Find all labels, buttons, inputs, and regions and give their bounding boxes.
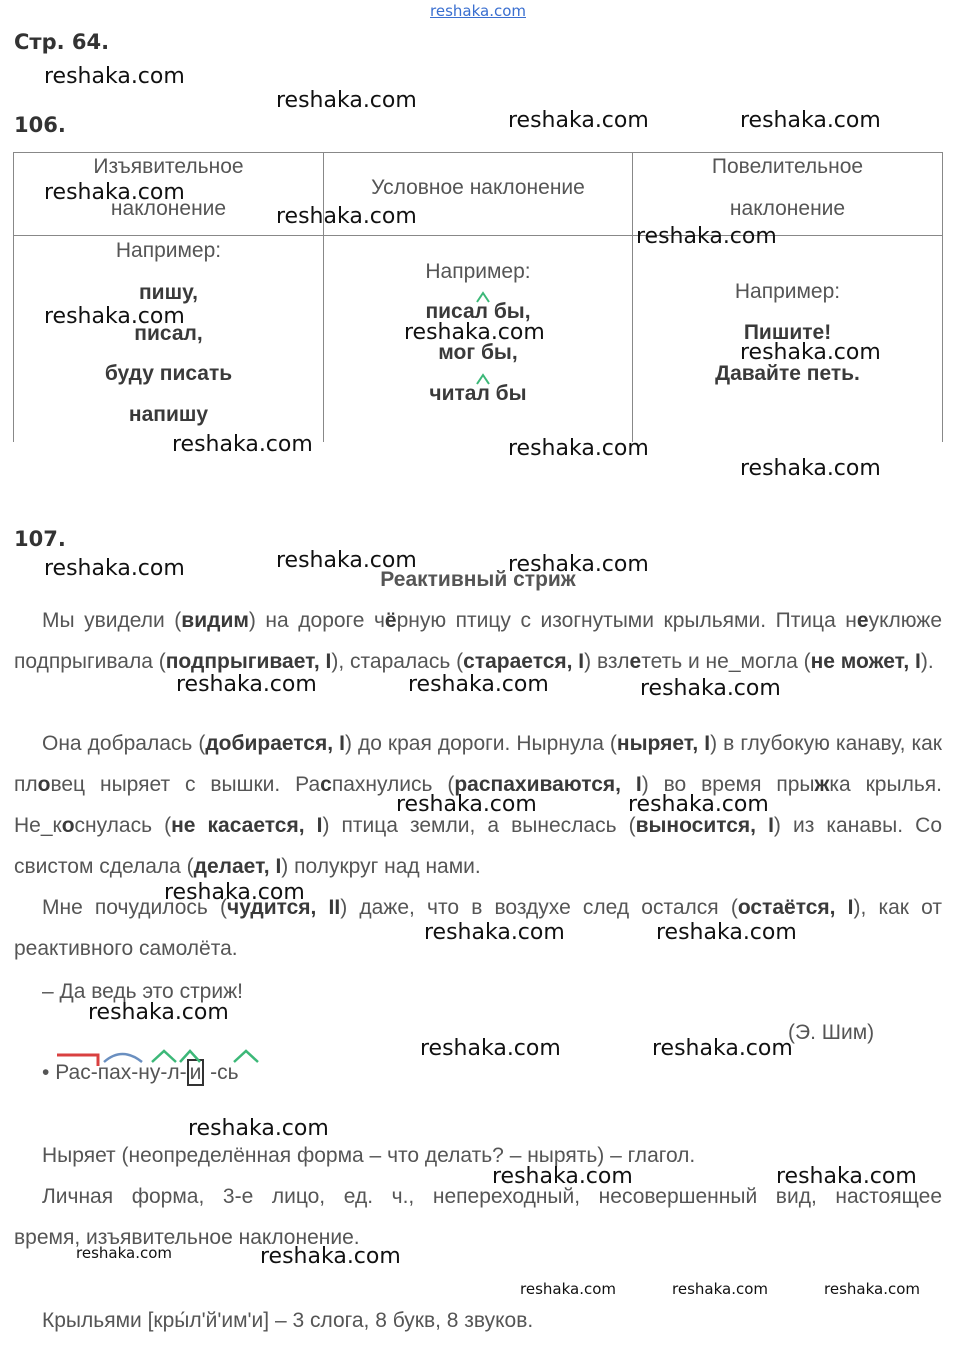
watermark: reshaka.com <box>776 1164 917 1189</box>
text-run: ), как от реактивного самолёта. <box>14 896 942 960</box>
watermark: reshaka.com <box>396 792 537 817</box>
highlighted-text: не касается, I <box>171 814 323 837</box>
watermark: reshaka.com <box>424 920 565 945</box>
watermark: reshaka.com <box>740 456 881 481</box>
analysis-line-1: Ныряет (неопределённая форма – что делать? – нырять) – глагол. <box>42 1144 696 1167</box>
watermark: reshaka.com <box>44 304 185 329</box>
highlighted-text: с <box>320 773 332 796</box>
highlighted-text: о <box>37 773 51 796</box>
text-run: снулась ( <box>74 814 172 837</box>
watermark: reshaka.com <box>404 320 545 345</box>
text-run: ) птица земли, а вынеслась ( <box>322 814 636 837</box>
highlighted-text: ж <box>814 773 830 796</box>
watermark: reshaka.com <box>88 1000 229 1025</box>
watermark: reshaka.com <box>824 1280 920 1298</box>
exercise-number-106: 106. <box>14 113 66 137</box>
col2-example-3: читал бы <box>429 382 527 405</box>
col3-example-label: Например: <box>734 280 841 303</box>
morph-postfix: -сь <box>204 1061 239 1084</box>
col1-example-1: пишу, <box>138 281 199 304</box>
highlighted-text: остаётся, I <box>737 896 854 919</box>
paragraph-1 <box>14 600 942 682</box>
col1-header-line2: наклонение <box>110 197 227 220</box>
watermark: reshaka.com <box>652 1036 793 1061</box>
morph-ending: и <box>187 1059 205 1086</box>
highlighted-text: ныряет, I <box>616 732 711 755</box>
analysis-line-2: Личная форма, 3-е лицо, ед. ч., непереходный, несовершенный вид, настоящее <box>42 1185 942 1208</box>
stress-mark-icon <box>476 290 490 304</box>
text-run: рную птицу с изогнутыми крыльями. Птица н <box>396 609 857 632</box>
watermark: reshaka.com <box>628 792 769 817</box>
col1-example-label: Например: <box>115 239 222 262</box>
watermark: reshaka.com <box>492 1164 633 1189</box>
phonetic-analysis: Крыльями [кры́л'й'им'и] – 3 слога, 8 букв, 8 звуков. <box>42 1309 534 1332</box>
text-run: теть и не_могла ( <box>641 650 811 673</box>
highlighted-text: подпрыгивает, I <box>165 650 332 673</box>
text-run: Мне почудилось ( <box>42 896 228 919</box>
col1-example-4: напишу <box>128 403 209 426</box>
highlighted-text: ё <box>384 609 397 632</box>
col3-example-1: Пишите! <box>743 321 832 344</box>
page-header: Стр. 64. <box>14 30 110 54</box>
col3-example-2: Давайте петь. <box>715 362 860 385</box>
highlighted-text: о <box>61 814 75 837</box>
text-run: ) полукруг над нами. <box>281 855 481 878</box>
morph-suffix-1: -ну <box>131 1061 161 1084</box>
watermark: reshaka.com <box>508 436 649 461</box>
text-run: ) на дороге ч <box>248 609 385 632</box>
watermark: reshaka.com <box>276 204 417 229</box>
watermark: reshaka.com <box>508 552 649 577</box>
text-run: ) в глубокую канаву, как пл <box>14 732 942 796</box>
text-run: ) из канавы. Со свистом сделала ( <box>14 814 942 878</box>
text-run: Мы увидели ( <box>42 609 182 632</box>
text-run: вец ныряет с вышки. Ра <box>50 773 321 796</box>
story-title: Реактивный стриж <box>380 568 576 591</box>
highlighted-text: видим <box>181 609 249 632</box>
highlighted-text: е <box>629 650 642 673</box>
morph-prefix: Рас <box>55 1061 91 1084</box>
author: (Э. Шим) <box>788 1021 875 1044</box>
exercise-number-107: 107. <box>14 527 66 551</box>
watermark: reshaka.com <box>188 1116 329 1141</box>
morph-suffix-2: -л <box>160 1061 180 1084</box>
text-run: ) даже, что в воздухе след остался ( <box>340 896 738 919</box>
col2-example-2: мог бы, <box>438 341 518 364</box>
watermark: reshaka.com <box>420 1036 561 1061</box>
text-run: ) взл <box>584 650 630 673</box>
morph-dash: - <box>179 1061 187 1084</box>
watermark: reshaka.com <box>164 880 305 905</box>
highlighted-text: старается, I <box>463 650 585 673</box>
col2-header: Условное наклонение <box>371 176 585 199</box>
watermark: reshaka.com <box>44 180 185 205</box>
watermark: reshaka.com <box>276 548 417 573</box>
highlighted-text: делает, I <box>193 855 282 878</box>
col3-header-line2: наклонение <box>729 197 846 220</box>
watermark: reshaka.com <box>640 676 781 701</box>
col1-example-3: буду писать <box>104 362 233 385</box>
highlighted-text: е <box>856 609 869 632</box>
watermark: reshaka.com <box>44 556 185 581</box>
stress-mark-icon <box>476 372 490 386</box>
watermark: reshaka.com <box>656 920 797 945</box>
morpheme-marks-icon <box>56 1046 266 1068</box>
col2-example-1: писал бы, <box>425 300 531 323</box>
col1-example-2: писал, <box>134 322 203 345</box>
analysis-line-3: время, изъявительное наклонение. <box>14 1226 360 1249</box>
highlighted-text: выносится, I <box>635 814 774 837</box>
highlighted-text: чудится, II <box>227 896 341 919</box>
text-run: уклюже подпрыгивала ( <box>14 609 943 673</box>
text-run: ) до края дороги. Нырнула ( <box>344 732 617 755</box>
text-run: ). <box>920 650 934 673</box>
col1-header-line1: Изъявительное <box>93 155 244 178</box>
watermark: reshaka.com <box>260 1244 401 1269</box>
text-run: Она добралась ( <box>42 732 206 755</box>
text-run: ка крылья. Не_к <box>14 773 942 837</box>
col3-header-line1: Повелительное <box>711 155 864 178</box>
highlighted-text: добирается, I <box>205 732 345 755</box>
highlighted-text: не может, I <box>810 650 921 673</box>
watermark: reshaka.com <box>740 340 881 365</box>
quote-line: – Да ведь это стриж! <box>42 980 243 1003</box>
watermark: reshaka.com <box>276 88 417 113</box>
watermark: reshaka.com <box>508 108 649 133</box>
watermark: reshaka.com <box>172 432 313 457</box>
watermark: reshaka.com <box>76 1244 172 1262</box>
text-run: ) во время пры <box>641 773 815 796</box>
watermark: reshaka.com <box>520 1280 616 1298</box>
col2-example-label: Например: <box>425 260 531 283</box>
watermark: reshaka.com <box>408 672 549 697</box>
text-run: ), старалась ( <box>331 650 464 673</box>
watermark: reshaka.com <box>740 108 881 133</box>
watermark: reshaka.com <box>176 672 317 697</box>
watermark: reshaka.com <box>44 64 185 89</box>
watermark-link[interactable]: reshaka.com <box>430 2 526 20</box>
text-run: пахнулись ( <box>331 773 455 796</box>
morph-root: -пах <box>90 1061 132 1084</box>
watermark: reshaka.com <box>636 224 777 249</box>
watermark: reshaka.com <box>672 1280 768 1298</box>
bullet: • <box>42 1061 50 1084</box>
highlighted-text: распахиваются, I <box>454 773 642 796</box>
